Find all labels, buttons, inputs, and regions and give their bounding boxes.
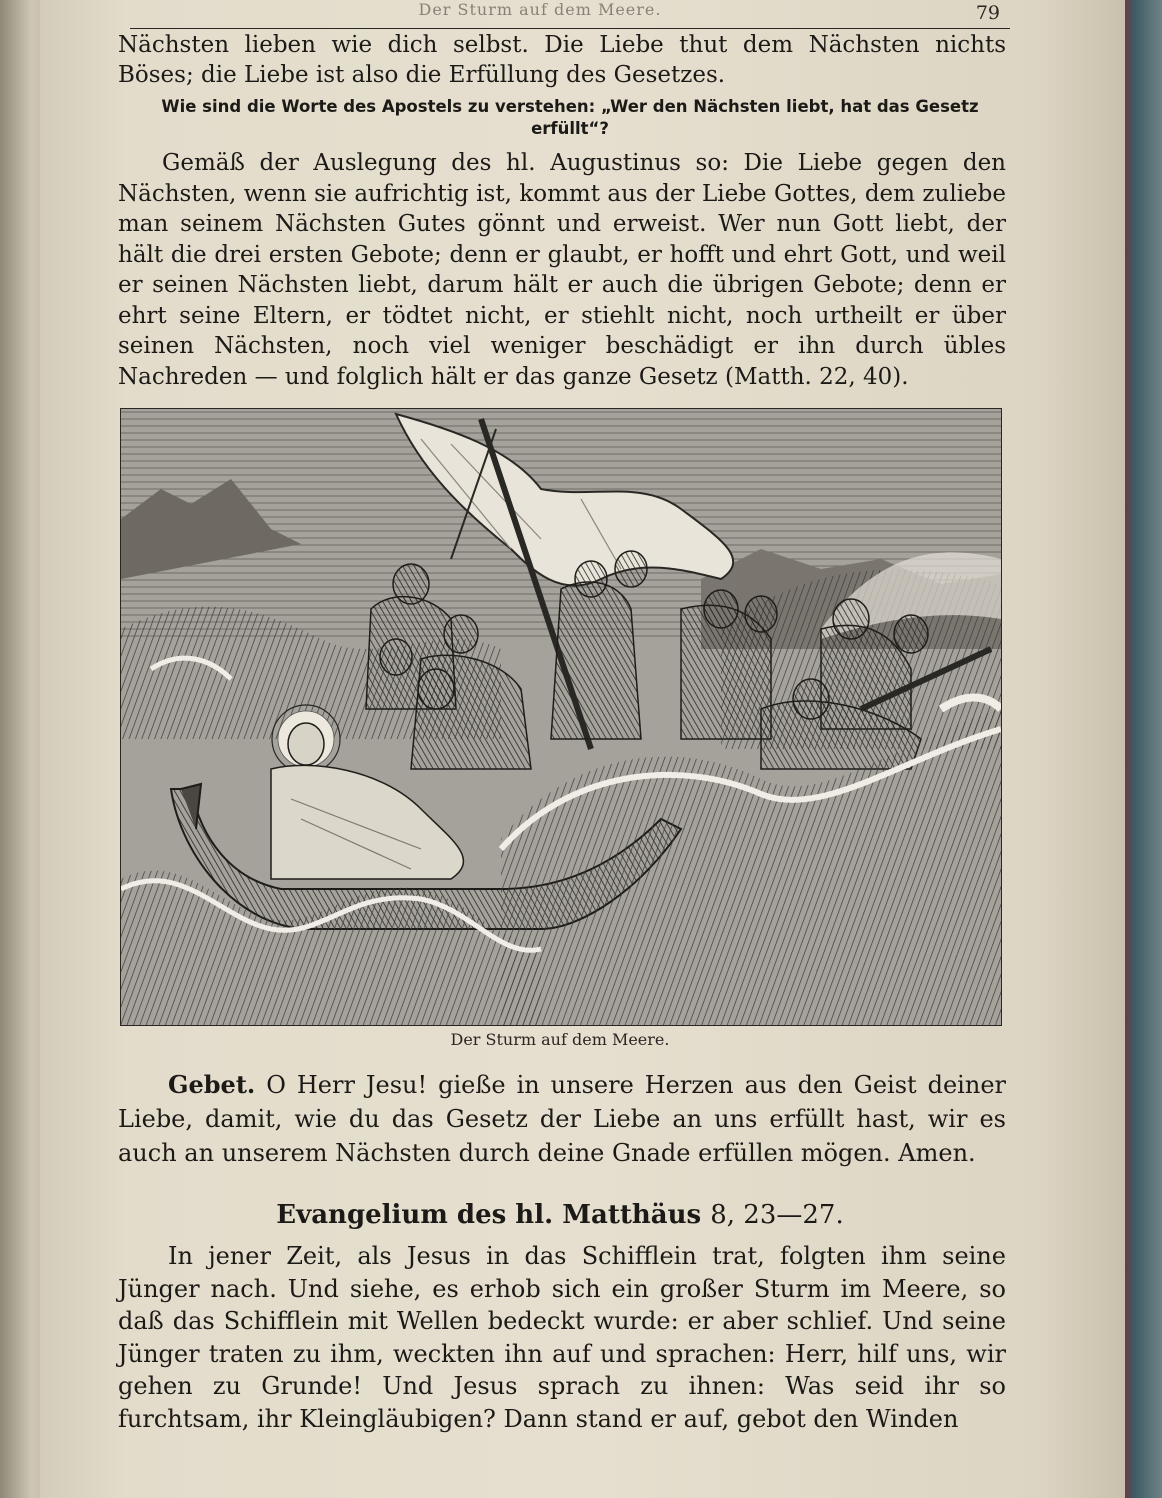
illustration-caption: Der Sturm auf dem Meere.	[450, 1030, 670, 1049]
prayer-paragraph	[118, 1068, 1006, 1170]
catechism-question: Wie sind die Worte des Apostels zu verstehen: „Wer den Nächsten liebt, hat das Gesetz erfüllt“?	[161, 97, 979, 138]
page-number: 79	[975, 2, 1000, 24]
prayer-label: Gebet.	[168, 1070, 256, 1099]
gospel-heading	[120, 1200, 1000, 1230]
engraving-storm-at-sea	[120, 408, 1002, 1026]
book-page	[40, 0, 1125, 1498]
gospel-reference: 8, 23—27.	[710, 1200, 844, 1230]
catechism-answer: Gemäß der Auslegung des hl. Augustinus so: Die Liebe gegen den Nächsten, wenn sie aufrichtig ist, kommt aus der Liebe Gottes, dem zuliebe man seinem Nächsten Gutes gönnt und erweist. Wer nun Gott liebt, der hält die drei ersten Gebote; denn er glaubt, er hofft und ehrt Gott, und weil er seinen Nächsten liebt, darum hält er auch die übrigen Gebote; denn er ehrt seine Eltern, er tödtet nicht, er stiehlt nicht, noch urtheilt er über seinen Nächsten, noch viel weniger beschädigt er ihn durch übles Nachreden — und folglich hält er das ganze Gesetz (Matth. 22, 40).	[118, 150, 1006, 390]
gospel-title: Evangelium des hl. Matthäus	[276, 1200, 702, 1230]
running-title: Der Sturm auf dem Meere.	[418, 0, 662, 19]
paragraph-continuation: Nächsten lieben wie dich selbst. Die Liebe thut dem Nächsten nichts Böses; die Liebe ist also die Erfüllung des Gesetzes.	[118, 32, 1006, 88]
gospel-text: In jener Zeit, als Jesus in das Schifflein trat, folgten ihm seine Jünger nach. Und siehe, es erhob sich ein großer Sturm im Meere, so daß das Schifflein mit Wellen bedeckt wurde: er aber schlief. Und seine Jünger traten zu ihm, weckten ihn auf und sprachen: Herr, hilf uns, wir gehen zu Grunde! Und Jesus sprach zu ihnen: Was seid ihr so furchtsam, ihr Kleingläubigen? Dann stand er auf, gebot den Winden	[118, 1242, 1006, 1433]
running-header	[130, 0, 1010, 29]
prayer-text: O Herr Jesu! gieße in unsere Herzen aus den Geist deiner Liebe, damit, wie du das Gesetz der Liebe an uns erfüllt hast, wir es auch an unserem Nächsten durch deine Gnade erfüllen mögen. Amen.	[118, 1071, 1006, 1167]
